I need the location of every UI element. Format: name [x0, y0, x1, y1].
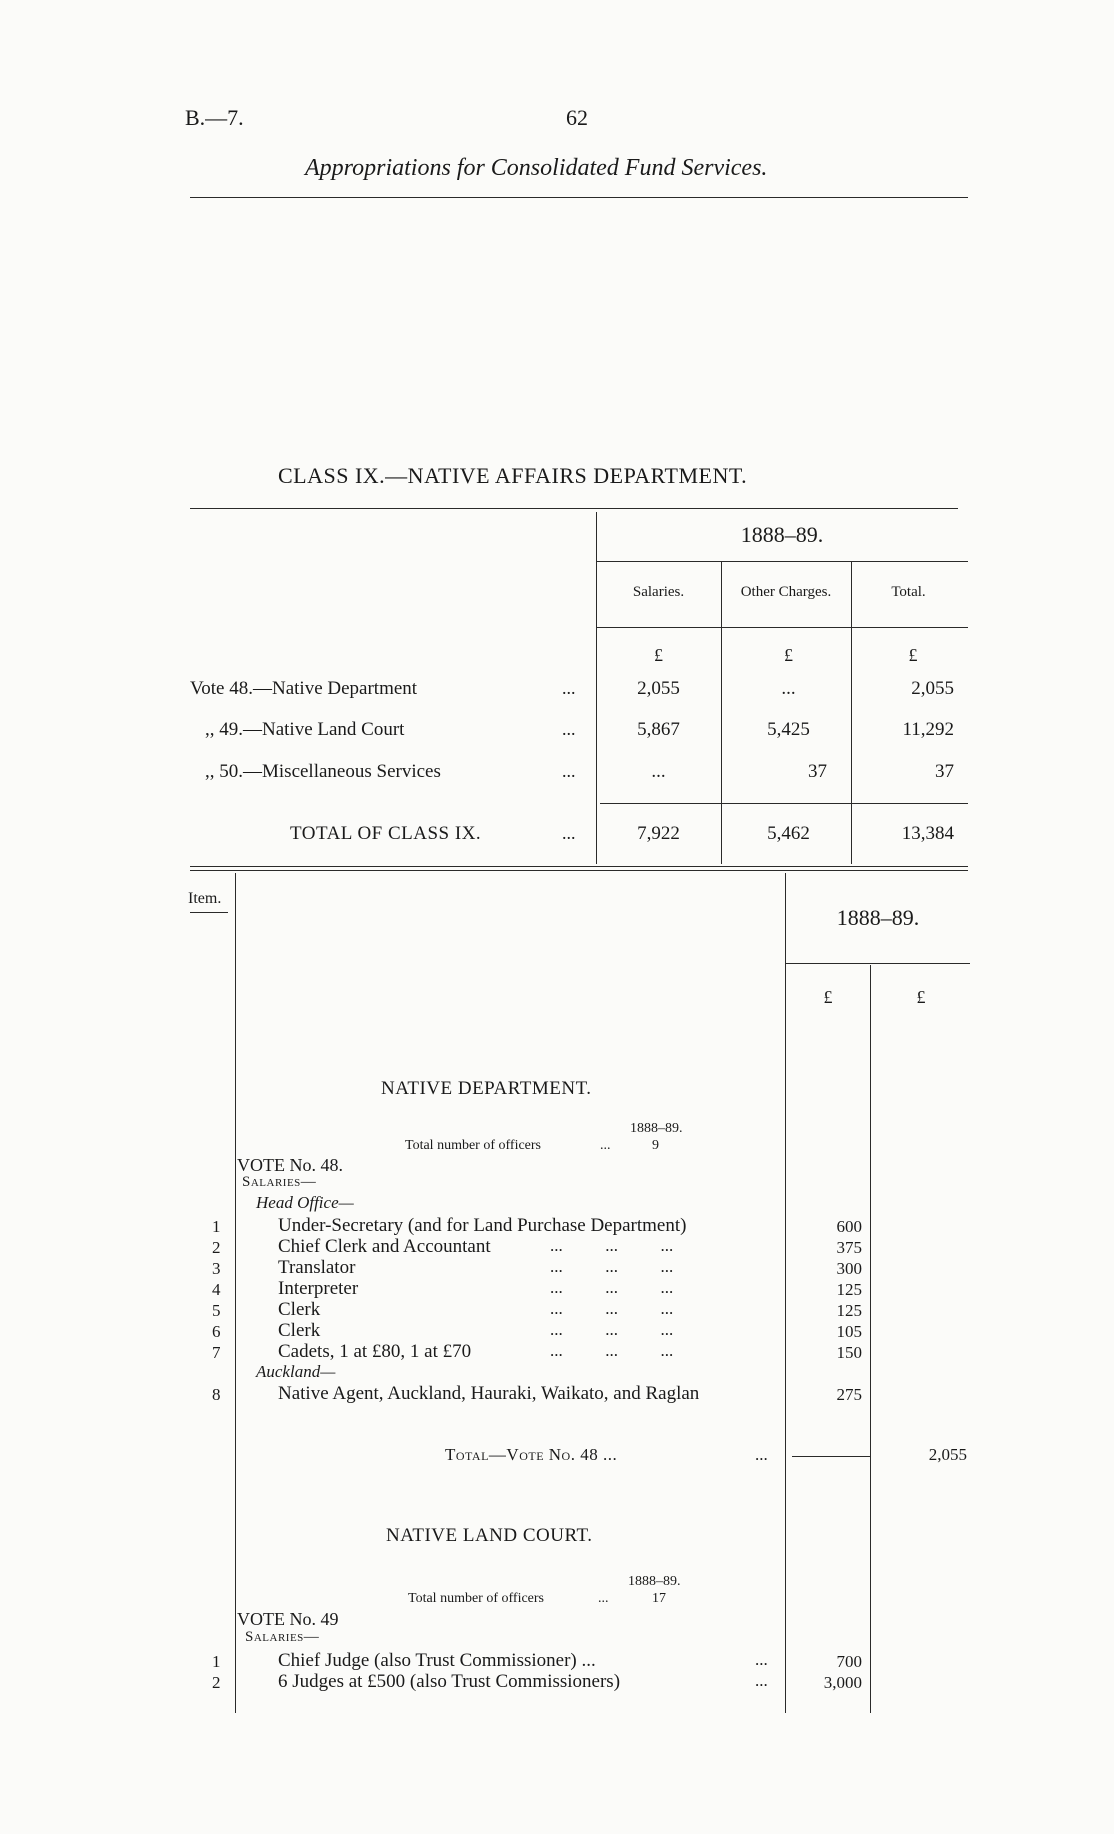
- item-amount: 700: [836, 1652, 862, 1671]
- class-row-label: Vote 48.—Native Department: [190, 678, 418, 699]
- items-year-rule: [786, 963, 970, 964]
- salaries-label: Salaries—: [245, 1629, 320, 1645]
- document-reference: B.—7.: [185, 105, 244, 130]
- leader-dots: ...: [600, 1138, 611, 1153]
- leader-dots: ...: [562, 719, 576, 739]
- item-number: 3: [212, 1259, 221, 1278]
- item-amount: 275: [836, 1385, 862, 1404]
- officers-count: 17: [652, 1591, 666, 1606]
- class-year-rule: [596, 561, 968, 562]
- class-year: 1888–89.: [740, 522, 824, 547]
- item-description: Translator: [278, 1257, 356, 1278]
- item-number: 5: [212, 1301, 221, 1320]
- officers-label: Total number of officers: [408, 1591, 544, 1606]
- class-total-label: TOTAL OF CLASS IX.: [290, 823, 482, 844]
- item-description: Clerk: [278, 1320, 321, 1341]
- salaries-label: Salaries—: [242, 1174, 317, 1190]
- officers-label: Total number of officers: [405, 1138, 541, 1153]
- class-row-total: 37: [935, 761, 954, 782]
- item-amount: 150: [836, 1343, 862, 1362]
- class-total-total: 13,384: [901, 823, 954, 844]
- total-col-header: Total.: [891, 584, 926, 600]
- leader-dots: ... ... ...: [550, 1236, 674, 1255]
- vote-label: VOTE No. 48.: [237, 1155, 343, 1175]
- class-row-salaries: 5,867: [637, 719, 680, 740]
- class-row-salaries: ...: [651, 761, 666, 782]
- item-number: 4: [212, 1280, 221, 1299]
- salaries-col-header: Salaries.: [632, 584, 685, 600]
- items-year-header: 1888–89.: [836, 905, 920, 930]
- leader-dots: ...: [562, 678, 576, 698]
- class-row-total: 11,292: [902, 719, 954, 740]
- class-row-total: 2,055: [911, 678, 954, 699]
- vote-total-amount: 2,055: [928, 1445, 967, 1464]
- leader-dots: ... ... ...: [550, 1341, 674, 1360]
- section-double-rule: [190, 866, 968, 867]
- item-number: 6: [212, 1322, 221, 1341]
- item-description: 6 Judges at £500 (also Trust Commissioners): [278, 1671, 621, 1692]
- leader-dots: ...: [562, 761, 576, 781]
- item-description: Clerk: [278, 1299, 321, 1320]
- class-row-label: ,, 50.—Miscellaneous Services: [205, 761, 441, 782]
- class-row-label: ,, 49.—Native Land Court: [205, 719, 405, 740]
- vote-total-label: Total—Vote No. 48 ...: [445, 1445, 618, 1464]
- item-number: 1: [212, 1217, 221, 1236]
- item-amount: 300: [836, 1259, 862, 1278]
- item-number: 2: [212, 1238, 221, 1257]
- page-number: 62: [566, 105, 588, 130]
- leader-dots: ...: [562, 823, 576, 843]
- item-amount: 105: [836, 1322, 862, 1341]
- item-number: 1: [212, 1652, 221, 1671]
- leader-dots: ...: [755, 1671, 768, 1690]
- page-title: Appropriations for Consolidated Fund Services.: [305, 155, 768, 181]
- item-description: Chief Clerk and Accountant: [278, 1236, 491, 1257]
- header-rule: [190, 197, 968, 198]
- item-description: Chief Judge (also Trust Commissioner) ...: [278, 1650, 596, 1671]
- class-col-rule-2: [851, 562, 852, 864]
- subheading: Head Office—: [256, 1193, 354, 1212]
- item-description: Cadets, 1 at £80, 1 at £70: [278, 1341, 472, 1362]
- subheading: Auckland—: [256, 1362, 336, 1381]
- class-row-other: ...: [781, 678, 796, 699]
- class-col-rule-1: [721, 562, 722, 864]
- leader-dots: ...: [755, 1650, 768, 1669]
- class-total-other: 5,462: [767, 823, 810, 844]
- currency-symbol: £: [784, 645, 793, 665]
- other-charges-col-header: Other Charges.: [740, 584, 832, 600]
- item-col-rule: [235, 873, 236, 1713]
- section-heading: NATIVE LAND COURT.: [386, 1525, 593, 1546]
- class-total-salaries: 7,922: [637, 823, 680, 844]
- leader-dots: ...: [598, 1591, 609, 1606]
- item-number: 7: [212, 1343, 221, 1362]
- item-column-header: Item.: [188, 890, 222, 907]
- item-amount: 125: [836, 1301, 862, 1320]
- leader-dots: ...: [755, 1445, 768, 1464]
- class-row-other: 37: [808, 761, 827, 782]
- leader-dots: ... ... ...: [550, 1320, 674, 1339]
- currency-symbol: £: [908, 645, 918, 665]
- class-top-rule: [190, 508, 958, 509]
- officers-year: 1888–89.: [628, 1574, 681, 1589]
- item-number: 2: [212, 1673, 221, 1692]
- class-sum-rule: [600, 803, 968, 804]
- leader-dots: ... ... ...: [550, 1299, 674, 1318]
- currency-symbol: £: [654, 645, 663, 665]
- item-description: Interpreter: [278, 1278, 359, 1299]
- item-header-underline: [190, 912, 228, 913]
- class-row-salaries: 2,055: [637, 678, 680, 699]
- section-double-rule: [190, 870, 968, 871]
- leader-dots: ... ... ...: [550, 1278, 674, 1297]
- leader-dots: ... ... ...: [550, 1257, 674, 1276]
- item-amount: 3,000: [823, 1673, 862, 1692]
- amount-col-rule-2: [870, 965, 871, 1713]
- item-number: 8: [212, 1385, 221, 1404]
- item-amount: 600: [836, 1217, 862, 1236]
- class-header-rule: [596, 627, 968, 628]
- item-description: Under-Secretary (and for Land Purchase Department): [278, 1215, 687, 1236]
- class-title: CLASS IX.—NATIVE AFFAIRS DEPARTMENT.: [278, 463, 748, 488]
- currency-symbol: £: [823, 987, 833, 1007]
- class-row-other: 5,425: [767, 719, 810, 740]
- item-description: Native Agent, Auckland, Hauraki, Waikato, and Raglan: [278, 1383, 700, 1404]
- item-amount: 375: [836, 1238, 862, 1257]
- item-amount: 125: [836, 1280, 862, 1299]
- officers-year: 1888–89.: [630, 1121, 683, 1136]
- officers-count: 9: [652, 1138, 659, 1153]
- vote-total-rule: [792, 1456, 870, 1457]
- currency-symbol: £: [916, 987, 926, 1007]
- section-heading: NATIVE DEPARTMENT.: [381, 1078, 592, 1099]
- vote-label: VOTE No. 49: [237, 1609, 339, 1629]
